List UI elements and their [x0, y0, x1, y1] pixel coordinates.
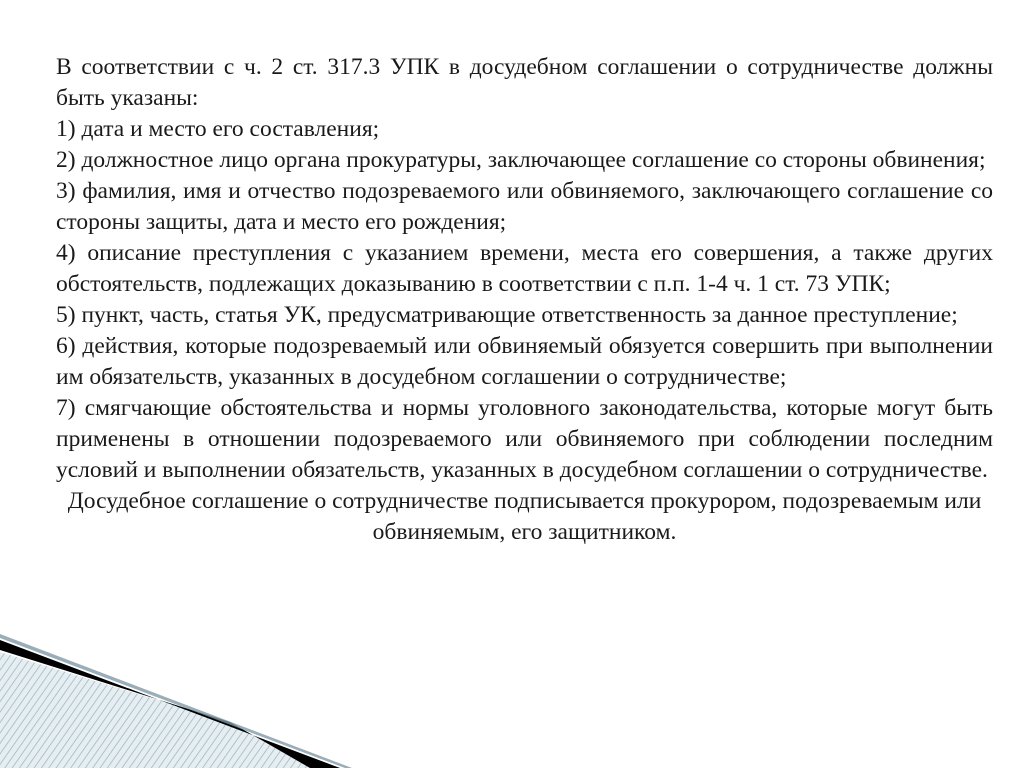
intro-paragraph: В соответствии с ч. 2 ст. 317.3 УПК в досудебном соглашении о сотрудничестве должны быть указаны: [56, 54, 993, 111]
light-diagonal-stripe [0, 634, 352, 768]
list-item-7: 7) смягчающие обстоятельства и нормы уголовного законодательства, которые могут быть применены в отношении подозреваемого или обвиняемого при соблюдении последним условий и выполнении обязательств, указанных в досудебном соглашении о сотрудничестве. [56, 395, 993, 483]
black-diagonal-stripe [0, 640, 340, 768]
hatched-corner-band [0, 652, 310, 768]
list-item-5: 5) пункт, часть, статья УК, предусматривающие ответственность за данное преступление; [56, 302, 958, 328]
slide-text-body [56, 52, 993, 548]
closing-paragraph: Досудебное соглашение о сотрудничестве подписывается прокурором, подозреваемым или обвиняемым, его защитником. [67, 488, 982, 545]
list-item-1: 1) дата и место его составления; [56, 116, 380, 142]
list-item-2: 2) должностное лицо органа прокуратуры, заключающее соглашение со стороны обвинения; [56, 147, 986, 173]
list-item-6: 6) действия, которые подозреваемый или обвиняемый обязуется совершить при выполнении им обязательств, указанных в досудебном соглашении о сотрудничестве; [56, 333, 993, 390]
list-item-4: 4) описание преступления с указанием времени, места его совершения, а также других обстоятельств, подлежащих доказыванию в соответствии с п.п. 1-4 ч. 1 ст. 73 УПК; [56, 240, 993, 297]
list-item-3: 3) фамилия, имя и отчество подозреваемого или обвиняемого, заключающего соглашение со стороны защиты, дата и место его рождения; [56, 178, 993, 235]
